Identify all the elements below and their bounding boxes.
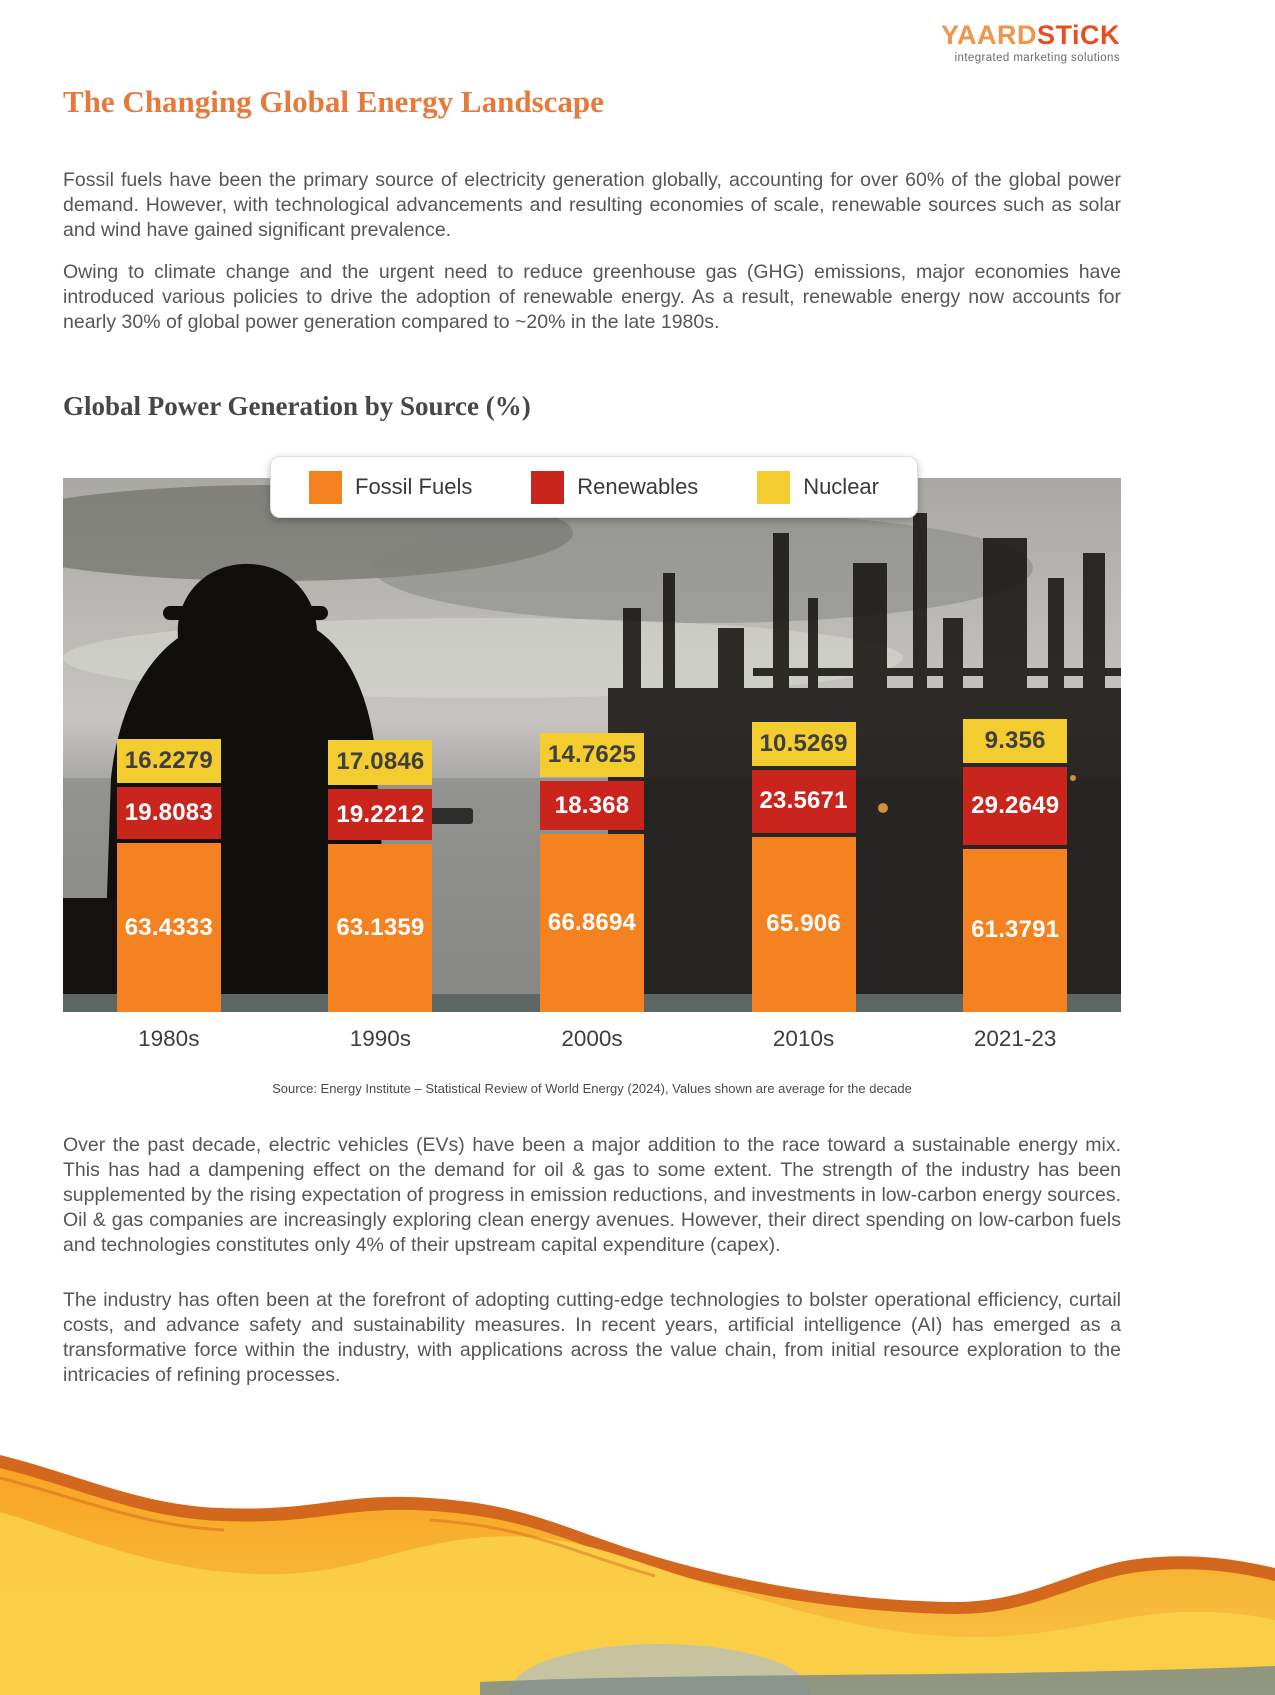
bar-value-label: 19.2212	[336, 800, 425, 828]
bar-segment-nuclear	[117, 739, 221, 783]
bar-segment-fossil-fuels	[963, 849, 1067, 1012]
bar-segment-fossil-fuels	[117, 843, 221, 1012]
x-axis-label: 2021-23	[973, 1026, 1057, 1051]
bar-value-label: 29.2649	[971, 791, 1060, 819]
brand-logo	[941, 22, 1120, 65]
intro-paragraph-2: Owing to climate change and the urgent need to reduce greenhouse gas (GHG) emissions, major economies have introduced various policies to drive the adoption of renewable energy. As a result, renewable energy now accounts for nearly 30% of global power generation compared to ~20% in the late 1980s.	[63, 261, 1121, 333]
legend-item-nuclear	[757, 471, 879, 504]
bar-segment-fossil-fuels	[540, 834, 644, 1012]
bar-segment-nuclear	[328, 740, 432, 785]
x-axis-label: 2010s	[772, 1026, 835, 1051]
bar-segment-renewables	[328, 789, 432, 840]
page-title: The Changing Global Energy Landscape	[63, 84, 604, 119]
bar-segment-nuclear	[963, 719, 1067, 763]
bar-value-label: 65.906	[766, 910, 841, 938]
brand-logo-text	[941, 22, 1120, 49]
legend-item-fossil-fuels	[309, 471, 472, 504]
chart-source-note: Source: Energy Institute – Statistical Review of World Energy (2024), Values shown are average for the decade	[272, 1081, 912, 1096]
bar-segment-renewables	[963, 767, 1067, 845]
bottom-wave-graphic	[0, 1360, 1275, 1695]
x-axis-label: 1980s	[138, 1026, 200, 1051]
bar-group	[275, 478, 487, 1012]
bar-stack	[117, 739, 221, 1012]
bar-group	[698, 478, 910, 1012]
bar-chart-groups	[63, 478, 1121, 1012]
bar-value-label: 14.7625	[547, 741, 637, 769]
x-axis-labels	[63, 1026, 1121, 1052]
bar-stack	[328, 740, 432, 1012]
bar-segment-nuclear	[540, 733, 644, 777]
bar-segment-renewables	[752, 770, 856, 833]
x-axis-label: 1990s	[349, 1026, 412, 1051]
bar-stack	[540, 733, 644, 1012]
legend-label: Nuclear	[803, 474, 879, 499]
legend-swatch-renewables-icon	[531, 471, 564, 504]
body-paragraph-2: The industry has often been at the forefront of adopting cutting-edge technologies to bolster operational efficiency, curtail costs, and advance safety and sustainability measures. In recent years, artificial intelligence (AI) has emerged as a transformative force within the industry, with applications across the value chain, from initial resource exploration to the intricacies of refining processes.	[63, 1289, 1121, 1386]
brand-logo-part1: YAARD	[940, 20, 1037, 50]
bar-value-label: 63.1359	[336, 914, 425, 942]
bar-value-label: 17.0846	[336, 748, 425, 776]
legend-swatch-nuclear-icon	[757, 471, 790, 504]
bar-value-label: 10.5269	[759, 730, 848, 758]
chart-legend	[270, 456, 918, 518]
bar-segment-renewables	[540, 781, 644, 830]
legend-label: Fossil Fuels	[355, 474, 473, 499]
bar-value-label: 23.5671	[759, 787, 848, 815]
bar-value-label: 19.8083	[124, 798, 213, 826]
bar-group	[486, 478, 698, 1012]
chart-section-heading: Global Power Generation by Source (%)	[63, 391, 531, 421]
bar-group	[63, 478, 275, 1012]
brand-tagline: integrated marketing solutions	[954, 52, 1120, 64]
bar-value-label: 16.2279	[124, 746, 213, 774]
legend-item-renewables	[531, 471, 698, 504]
bar-group	[909, 478, 1121, 1012]
bar-value-label: 9.356	[984, 726, 1046, 754]
bar-value-label: 63.4333	[124, 913, 213, 941]
bar-segment-fossil-fuels	[752, 837, 856, 1012]
bar-value-label: 18.368	[554, 791, 630, 819]
legend-swatch-fossil-fuels-icon	[309, 471, 342, 504]
brand-logo-part2: STiCK	[1036, 20, 1120, 50]
bar-stack	[752, 722, 856, 1012]
bar-segment-fossil-fuels	[328, 844, 432, 1012]
legend-label: Renewables	[577, 474, 699, 499]
bar-stack	[963, 719, 1067, 1012]
bar-value-label: 66.8694	[547, 909, 637, 937]
chart-figure	[63, 474, 1121, 1012]
bar-value-label: 61.3791	[971, 916, 1060, 944]
x-axis-label: 2000s	[561, 1026, 623, 1051]
bar-segment-nuclear	[752, 722, 856, 766]
body-paragraph-1: Over the past decade, electric vehicles (EVs) have been a major addition to the race toward a sustainable energy mix. This has had a dampening effect on the demand for oil & gas to some extent. The strength of the industry has been supplemented by the rising expectation of progress in emission reductions, and investments in low-carbon energy sources. Oil & gas companies are increasingly exploring clean energy avenues. However, their direct spending on low-carbon fuels and technologies constitutes only 4% of their upstream capital expenditure (capex).	[63, 1134, 1121, 1256]
intro-paragraph-1: Fossil fuels have been the primary source of electricity generation globally, accounting for over 60% of the global power demand. However, with technological advancements and resulting economies of scale, renewable sources such as solar and wind have gained significant prevalence.	[63, 169, 1121, 241]
bar-segment-renewables	[117, 787, 221, 840]
